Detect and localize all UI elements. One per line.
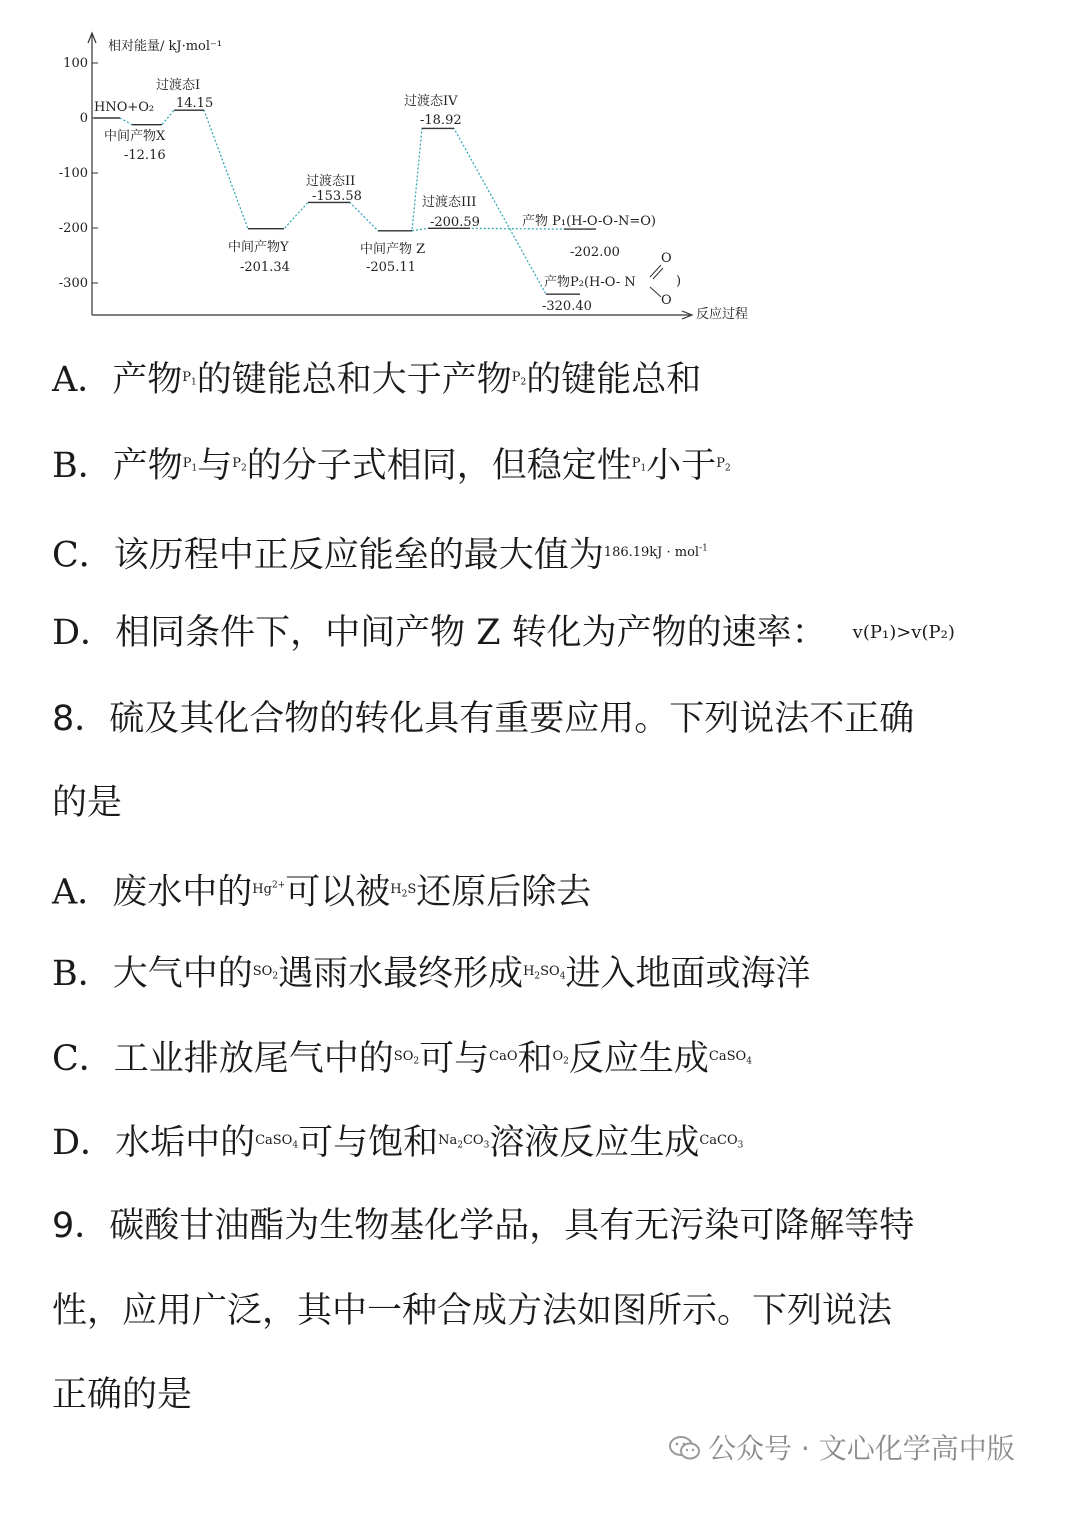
value-p1: -202.00 [570, 245, 620, 260]
y-tick-label: 100 [63, 56, 88, 71]
q8-option-c: C．工业排放尾气中的$^{SO_2}$可与$^{CaO}$和$^{O_2}$反应生成$^{CaSO_4}$ [52, 1039, 752, 1079]
label-reactant: HNO+O₂ [94, 100, 155, 115]
watermark-text: 公众号 · 文心化学高中版 [708, 1432, 1015, 1465]
y-axis-label: 相对能量/ kJ·mol⁻¹ [108, 39, 223, 54]
q8-option-b: B．大气中的$^{SO_2}$遇雨水最终形成$^{H_2SO_4}$进入地面或海洋 [52, 954, 811, 994]
q9-stem-line3: 正确的是 [52, 1375, 193, 1415]
label-y: 中间产物Y [228, 240, 289, 255]
q7-option-d: D．相同条件下，中间产物 Z 转化为产物的速率： v(P₁)>v(P₂) [52, 613, 955, 653]
value-ts3: -200.59 [430, 215, 480, 230]
p2-oxygen-top: O [661, 251, 672, 266]
p2-oxygen-bottom: O [661, 293, 672, 308]
y-tick-label: -100 [58, 166, 88, 181]
q8-stem-line1: 8．硫及其化合物的转化具有重要应用。下列说法不正确 [52, 699, 915, 739]
q9-stem-line2: 性，应用广泛，其中一种合成方法如图所示。下列说法 [52, 1291, 893, 1331]
level-labels [94, 77, 681, 314]
wechat-icon [668, 1435, 702, 1461]
label-x: 中间产物X [104, 129, 166, 144]
label-ts2: 过渡态II [306, 174, 356, 189]
value-y: -201.34 [240, 260, 290, 275]
label-p2: 产物P₂(H-O- N [544, 275, 636, 290]
p2-bond-up [650, 265, 661, 277]
wechat-watermark [668, 1427, 1015, 1467]
value-ts4: -18.92 [420, 113, 462, 128]
label-p1: 产物 P₁(H-O-O-N=O) [522, 214, 656, 229]
value-z: -205.11 [366, 260, 416, 275]
q8-option-d: D．水垢中的$^{CaSO_4}$可与饱和$^{Na_2CO_3}$溶液反应生成$^{CaCO_3}$ [52, 1123, 744, 1163]
y-tick-label: -300 [58, 276, 88, 291]
q7-option-b: B．产物$^{P_1}$与$^{P_2}$的分子式相同，但稳定性$^{P_1}$小于$^{P_2}$ [52, 446, 731, 486]
q8-option-a: A．废水中的$^{Hg^{2+}}$可以被$^{H_2S}$还原后除去 [52, 872, 592, 913]
label-ts3: 过渡态III [422, 195, 477, 210]
p2-bond-up-double [653, 268, 663, 279]
p2-close-paren: ) [676, 274, 682, 289]
energy-profile-diagram [50, 25, 790, 325]
x-axis-label: 反应过程 [696, 307, 749, 322]
q8-stem-line2: 的是 [52, 783, 123, 823]
q7-option-c: C．该历程中正反应能垒的最大值为$^{186.19kJ \cdot mol^{-1}}$ [52, 535, 708, 576]
value-ts2: -153.58 [312, 189, 362, 204]
p2-bond-down [650, 287, 661, 297]
y-tick-label: 0 [79, 111, 88, 126]
value-ts1: 14.15 [176, 96, 214, 111]
label-ts1: 过渡态I [156, 78, 201, 93]
value-x: -12.16 [124, 148, 166, 163]
label-ts4: 过渡态IV [404, 94, 458, 109]
label-z: 中间产物 Z [360, 242, 426, 257]
value-p2: -320.40 [542, 299, 592, 314]
q9-stem-line1: 9．碳酸甘油酯为生物基化学品，具有无污染可降解等特 [52, 1206, 915, 1246]
y-tick-label: -200 [58, 221, 88, 236]
q7-option-a: A．产物$^{P_1}$的键能总和大于产物$^{P_2}$的键能总和 [52, 360, 702, 400]
